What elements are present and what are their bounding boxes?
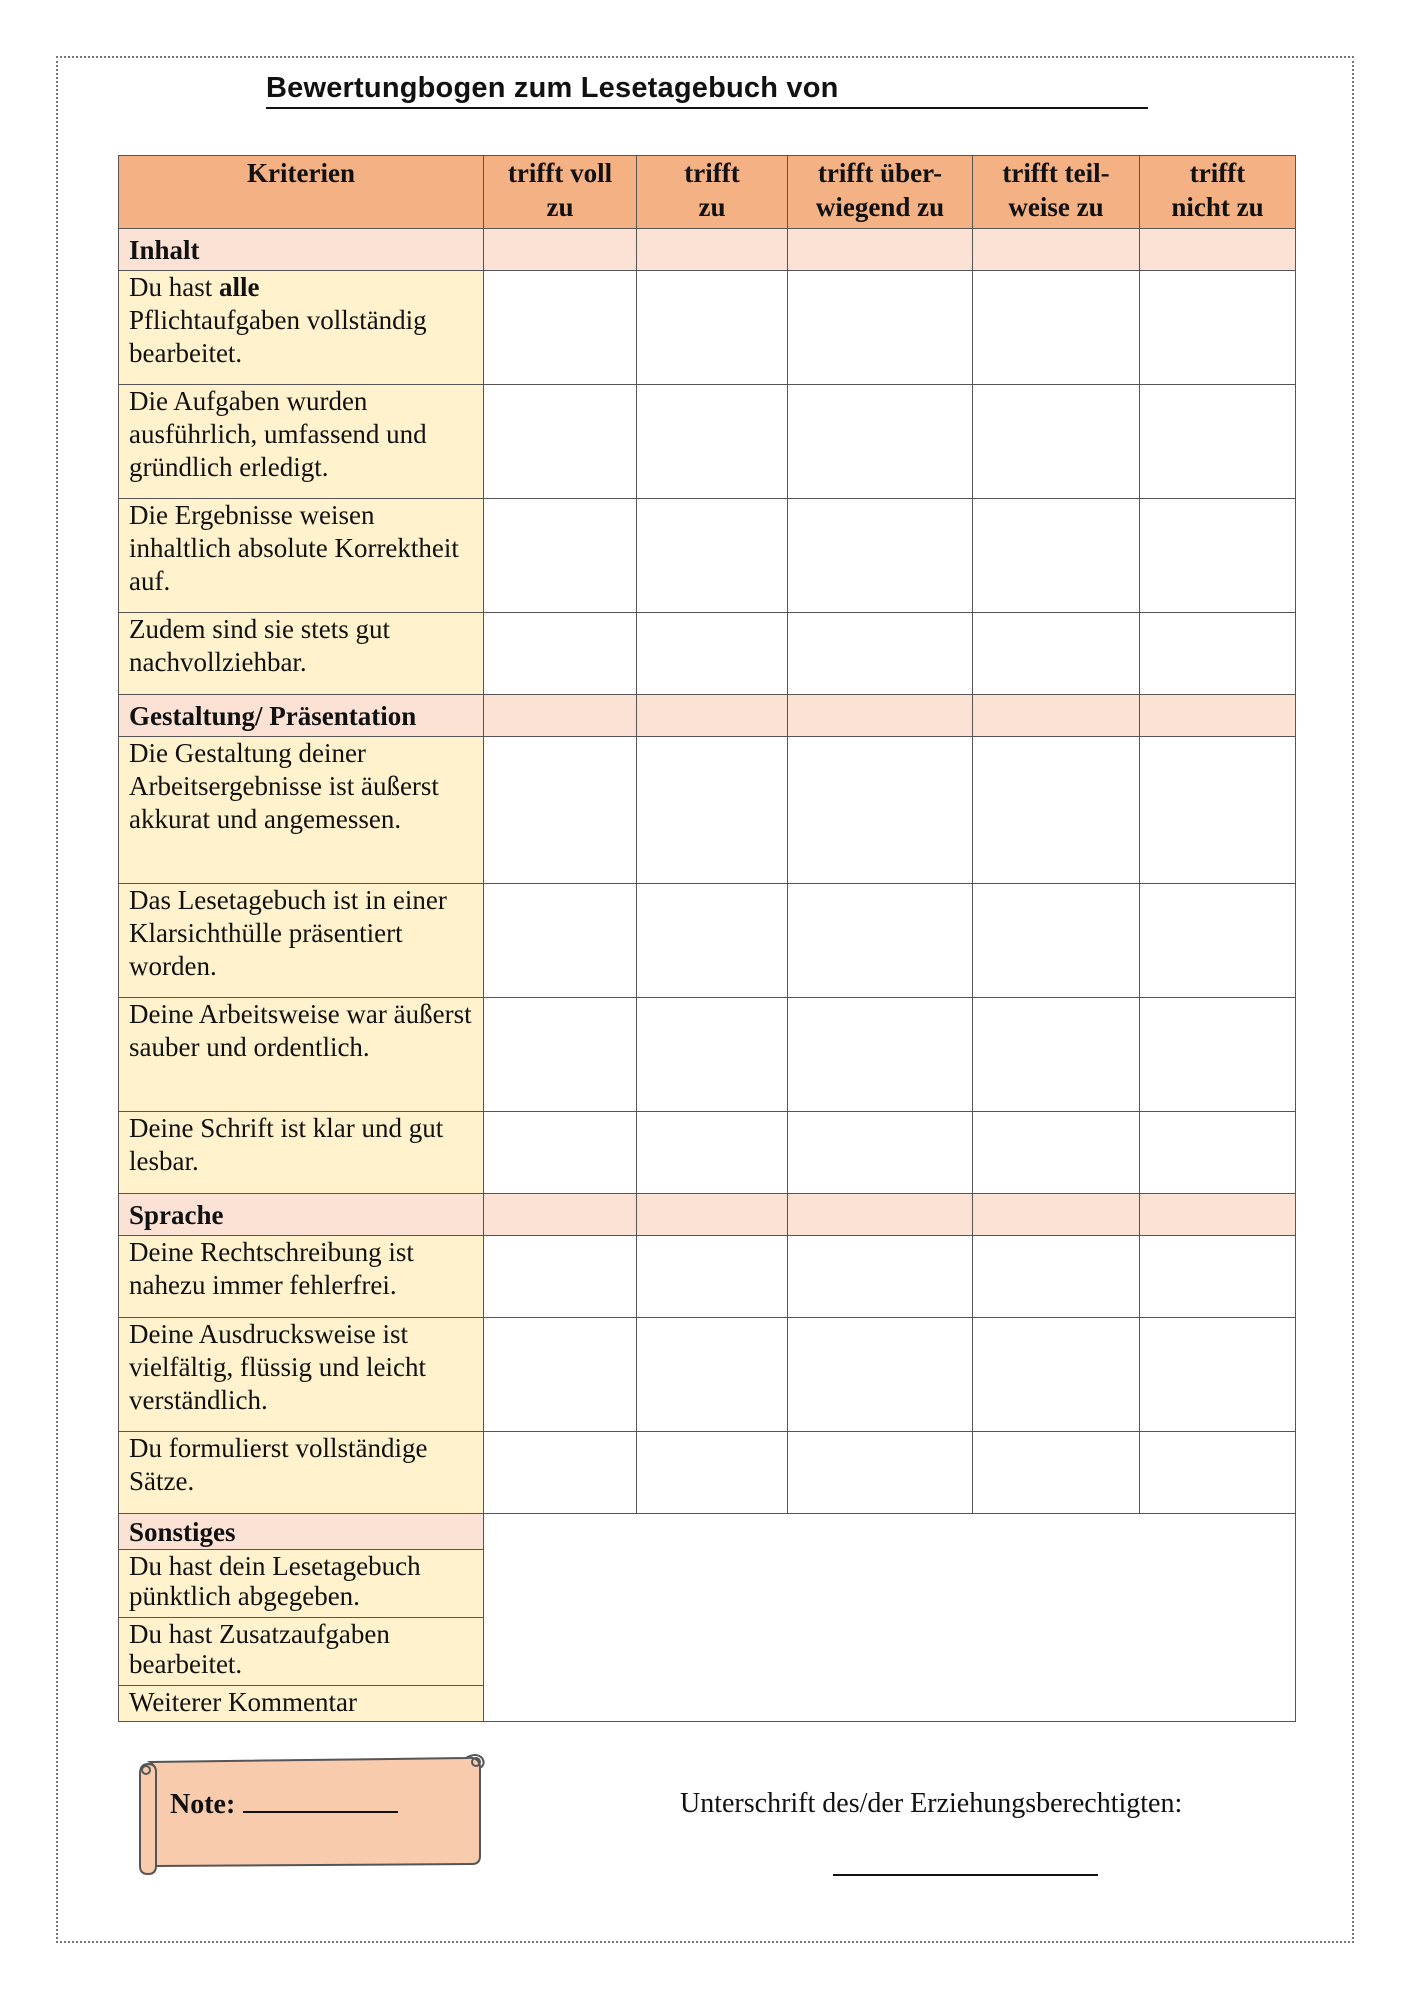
rating-cell[interactable]	[973, 737, 1140, 884]
rating-cell[interactable]	[484, 1112, 637, 1194]
rating-cell[interactable]	[1140, 271, 1296, 385]
signature-label: Unterschrift des/der Erziehungsberechtigten:	[680, 1788, 1183, 1819]
criterion-text	[119, 1112, 484, 1194]
section-row	[119, 695, 1296, 737]
section-rating-cell	[973, 1194, 1140, 1236]
name-blank	[839, 96, 1121, 97]
section-label: Inhalt	[119, 229, 484, 271]
criterion-row	[119, 998, 1296, 1112]
criterion-text-part: Du hast	[129, 272, 219, 302]
note-label	[170, 1787, 398, 1821]
header-rating-1-line1: trifft voll	[507, 158, 613, 188]
criterion-text	[119, 737, 484, 884]
other-criterion-text: Weiterer Kommentar	[119, 1686, 484, 1722]
criterion-row	[119, 737, 1296, 884]
section-label: Gestaltung/ Präsentation	[119, 695, 484, 737]
rating-cell[interactable]	[973, 1318, 1140, 1432]
rating-cell[interactable]	[1140, 613, 1296, 695]
rating-cell[interactable]	[973, 385, 1140, 499]
header-row	[119, 156, 1296, 229]
rating-cell[interactable]	[1140, 1432, 1296, 1514]
rating-cell[interactable]	[788, 271, 973, 385]
rating-cell[interactable]	[973, 884, 1140, 998]
criterion-text-part: Die Aufgaben wurden ausführlich, umfassend und gründlich erledigt.	[129, 386, 427, 482]
page-title	[266, 72, 1121, 105]
rating-cell[interactable]	[973, 1432, 1140, 1514]
criterion-text	[119, 1432, 484, 1514]
rating-cell[interactable]	[637, 884, 788, 998]
criterion-text-part: Zudem sind sie stets gut nachvollziehbar.	[129, 614, 390, 677]
section-row	[119, 1514, 1296, 1550]
header-rating-4-line1: trifft teil-	[1002, 158, 1110, 188]
note-blank-line[interactable]	[243, 1787, 398, 1813]
criterion-text-part: Pflichtaufgaben vollständig bearbeitet.	[129, 305, 427, 368]
section-rating-cell	[637, 229, 788, 271]
section-rating-cell	[788, 1194, 973, 1236]
criterion-text-emphasis: alle	[219, 272, 260, 302]
section-rating-cell	[973, 695, 1140, 737]
rating-cell[interactable]	[637, 998, 788, 1112]
scroll-left-roll	[140, 1764, 156, 1874]
title-text: Bewertungbogen zum Lesetagebuch von	[266, 72, 839, 104]
rating-cell[interactable]	[788, 1432, 973, 1514]
section-rating-cell	[1140, 1194, 1296, 1236]
criterion-text-part: Deine Ausdrucksweise ist vielfältig, flüssig und leicht verständlich.	[129, 1319, 426, 1415]
rating-cell[interactable]	[484, 271, 637, 385]
section-rating-cell	[637, 695, 788, 737]
rating-cell[interactable]	[973, 1236, 1140, 1318]
rating-cell[interactable]	[484, 884, 637, 998]
criterion-text	[119, 998, 484, 1112]
rating-cell[interactable]	[788, 1318, 973, 1432]
rating-cell[interactable]	[484, 385, 637, 499]
rating-cell[interactable]	[788, 1236, 973, 1318]
rating-cell[interactable]	[637, 1318, 788, 1432]
rating-cell[interactable]	[1140, 884, 1296, 998]
other-criterion-text: Du hast Zusatzaufgaben bearbeitet.	[119, 1618, 484, 1686]
rating-cell[interactable]	[1140, 998, 1296, 1112]
criterion-row	[119, 385, 1296, 499]
rating-cell[interactable]	[973, 499, 1140, 613]
section-label: Sonstiges	[119, 1514, 484, 1550]
section-rating-cell	[484, 229, 637, 271]
header-rating-5-line2: nicht zu	[1171, 192, 1264, 222]
other-criterion-text: Du hast dein Lesetagebuch pünktlich abgegeben.	[119, 1550, 484, 1618]
rating-cell[interactable]	[637, 385, 788, 499]
rating-cell[interactable]	[484, 998, 637, 1112]
criterion-text-part: Deine Schrift ist klar und gut lesbar.	[129, 1113, 444, 1176]
rating-cell[interactable]	[788, 884, 973, 998]
header-rating-5-line1: trifft	[1189, 158, 1246, 188]
rating-cell[interactable]	[788, 737, 973, 884]
criterion-row	[119, 1236, 1296, 1318]
rating-cell[interactable]	[788, 613, 973, 695]
criterion-text	[119, 613, 484, 695]
rating-cell[interactable]	[637, 613, 788, 695]
other-comment-area[interactable]	[484, 1514, 1296, 1722]
criterion-text	[119, 1318, 484, 1432]
note-label-text: Note:	[170, 1789, 236, 1820]
title-underline	[266, 107, 1148, 109]
rating-cell[interactable]	[788, 998, 973, 1112]
header-rating-2	[637, 156, 788, 229]
section-rating-cell	[788, 695, 973, 737]
header-criteria: Kriterien	[119, 156, 484, 229]
section-rating-cell	[973, 229, 1140, 271]
signature-line[interactable]	[833, 1874, 1098, 1876]
header-rating-4-line2: weise zu	[1008, 192, 1104, 222]
criterion-row	[119, 1432, 1296, 1514]
rating-cell[interactable]	[484, 737, 637, 884]
rating-cell[interactable]	[1140, 385, 1296, 499]
section-row	[119, 1194, 1296, 1236]
rating-cell[interactable]	[973, 271, 1140, 385]
rating-cell[interactable]	[1140, 1318, 1296, 1432]
rating-cell[interactable]	[484, 613, 637, 695]
rating-cell[interactable]	[1140, 1236, 1296, 1318]
criterion-text	[119, 884, 484, 998]
rating-cell[interactable]	[1140, 1112, 1296, 1194]
header-rating-2-line1: trifft	[684, 158, 740, 188]
section-rating-cell	[637, 1194, 788, 1236]
criterion-row	[119, 884, 1296, 998]
rating-cell[interactable]	[973, 998, 1140, 1112]
criterion-row	[119, 613, 1296, 695]
criterion-text	[119, 271, 484, 385]
section-rating-cell	[484, 695, 637, 737]
rating-cell[interactable]	[637, 1112, 788, 1194]
rating-cell[interactable]	[637, 1432, 788, 1514]
rating-cell[interactable]	[788, 385, 973, 499]
criterion-text	[119, 385, 484, 499]
header-rating-3-line1: trifft über-	[817, 158, 943, 188]
criterion-text-part: Die Ergebnisse weisen inhaltlich absolute Korrektheit auf.	[129, 500, 459, 596]
criterion-text	[119, 1236, 484, 1318]
rating-cell[interactable]	[637, 271, 788, 385]
header-rating-2-line2: zu	[698, 192, 726, 222]
rating-cell[interactable]	[1140, 737, 1296, 884]
rating-cell[interactable]	[1140, 499, 1296, 613]
rating-cell[interactable]	[484, 1236, 637, 1318]
header-rating-1-line2: zu	[546, 192, 574, 222]
header-rating-3-line2: wiegend zu	[815, 192, 945, 222]
rating-cell[interactable]	[484, 1318, 637, 1432]
section-rating-cell	[484, 1194, 637, 1236]
rating-cell[interactable]	[637, 737, 788, 884]
section-row	[119, 229, 1296, 271]
rating-cell[interactable]	[788, 1112, 973, 1194]
criterion-text-part: Deine Rechtschreibung ist nahezu immer fehlerfrei.	[129, 1237, 414, 1300]
rating-cell[interactable]	[484, 499, 637, 613]
criterion-text-part: Das Lesetagebuch ist in einer Klarsichthülle präsentiert worden.	[129, 885, 447, 981]
rating-cell[interactable]	[637, 499, 788, 613]
criterion-row	[119, 271, 1296, 385]
rating-cell[interactable]	[484, 1432, 637, 1514]
criterion-text-part: Deine Arbeitsweise war äußerst sauber und ordentlich.	[129, 999, 472, 1062]
section-rating-cell	[1140, 229, 1296, 271]
header-rating-5	[1140, 156, 1296, 229]
rating-cell[interactable]	[788, 499, 973, 613]
header-rating-1	[484, 156, 637, 229]
criterion-row	[119, 1318, 1296, 1432]
section-label: Sprache	[119, 1194, 484, 1236]
rating-cell[interactable]	[973, 1112, 1140, 1194]
criterion-text-part: Die Gestaltung deiner Arbeitsergebnisse ist äußerst akkurat und angemessen.	[129, 738, 439, 834]
criterion-text-part: Du formulierst vollständige Sätze.	[129, 1433, 428, 1496]
criterion-text	[119, 499, 484, 613]
criterion-row	[119, 499, 1296, 613]
header-rating-3	[788, 156, 973, 229]
section-rating-cell	[1140, 695, 1296, 737]
criterion-row	[119, 1112, 1296, 1194]
header-rating-4	[973, 156, 1140, 229]
rubric-table	[118, 155, 1296, 1722]
rating-cell[interactable]	[973, 613, 1140, 695]
section-rating-cell	[788, 229, 973, 271]
rating-cell[interactable]	[637, 1236, 788, 1318]
